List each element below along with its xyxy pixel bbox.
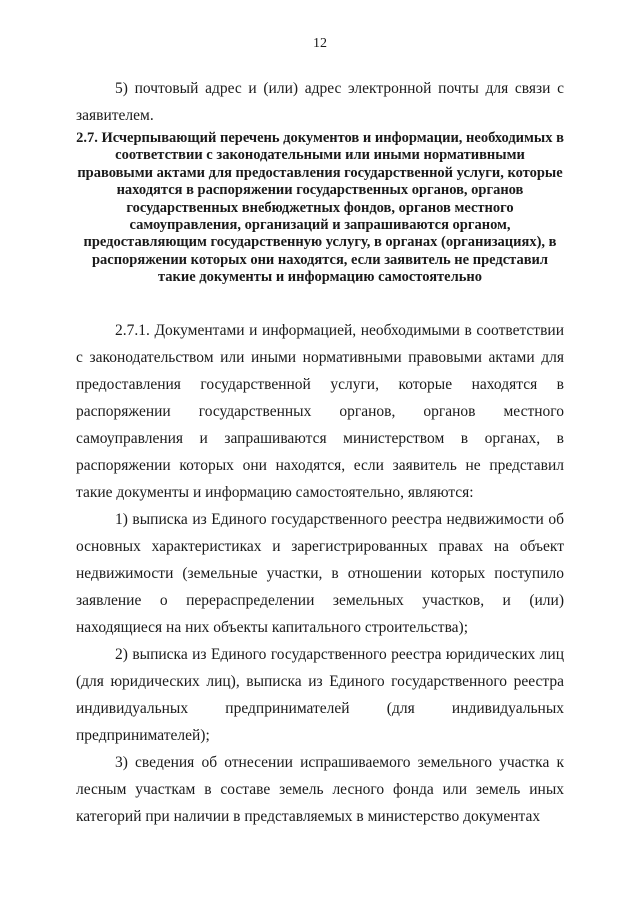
- paragraph-2-7-1: 2.7.1. Документами и информацией, необходимыми в соответствии с законодательством или иными нормативными правовыми актами для предоставления государственной услуги, которые находятся в распоряжении государственных органов, органов местного самоуправления и запрашиваются министерством в органах, в распоряжении которых они находятся, если заявитель не представил такие документы и информацию самостоятельно, являются:: [76, 322, 564, 501]
- list-item-3: 3) сведения об отнесении испрашиваемого земельного участка к лесным участкам в составе земель лесного фонда или земель иных категорий при наличии в представляемых в министерство документах: [76, 754, 564, 825]
- paragraph-item-5: 5) почтовый адрес и (или) адрес электронной почты для связи с заявителем.: [76, 79, 564, 124]
- section-body: [76, 317, 564, 830]
- section-heading: 2.7. Исчерпывающий перечень документов и информации, необходимых в соответствии с законодательными или иными нормативными правовыми актами для предоставления государственной услуги, которые находятся в распоряжении государственных органов, органов государственных внебюджетных фондов, органов местного самоуправления, организаций и запрашиваются органом, предоставляющим государственную услугу, в органах (организациях), в распоряжении которых они находятся, если заявитель не представил такие документы и информацию самостоятельно: [76, 130, 564, 286]
- page-number: 12: [313, 36, 327, 51]
- list-item-1: 1) выписка из Единого государственного реестра недвижимости об основных характеристиках и зарегистрированных правах на объект недвижимости (земельные участки, в отношении которых поступило заявление о перераспределении земельных участков, и (или) находящиеся на них объекты капитального строительства);: [76, 511, 564, 636]
- list-item-2: 2) выписка из Единого государственного реестра юридических лиц (для юридических лиц), выписка из Единого государственного реестра индивидуальных предпринимателей (для индивидуальных предпринимателей);: [76, 646, 564, 744]
